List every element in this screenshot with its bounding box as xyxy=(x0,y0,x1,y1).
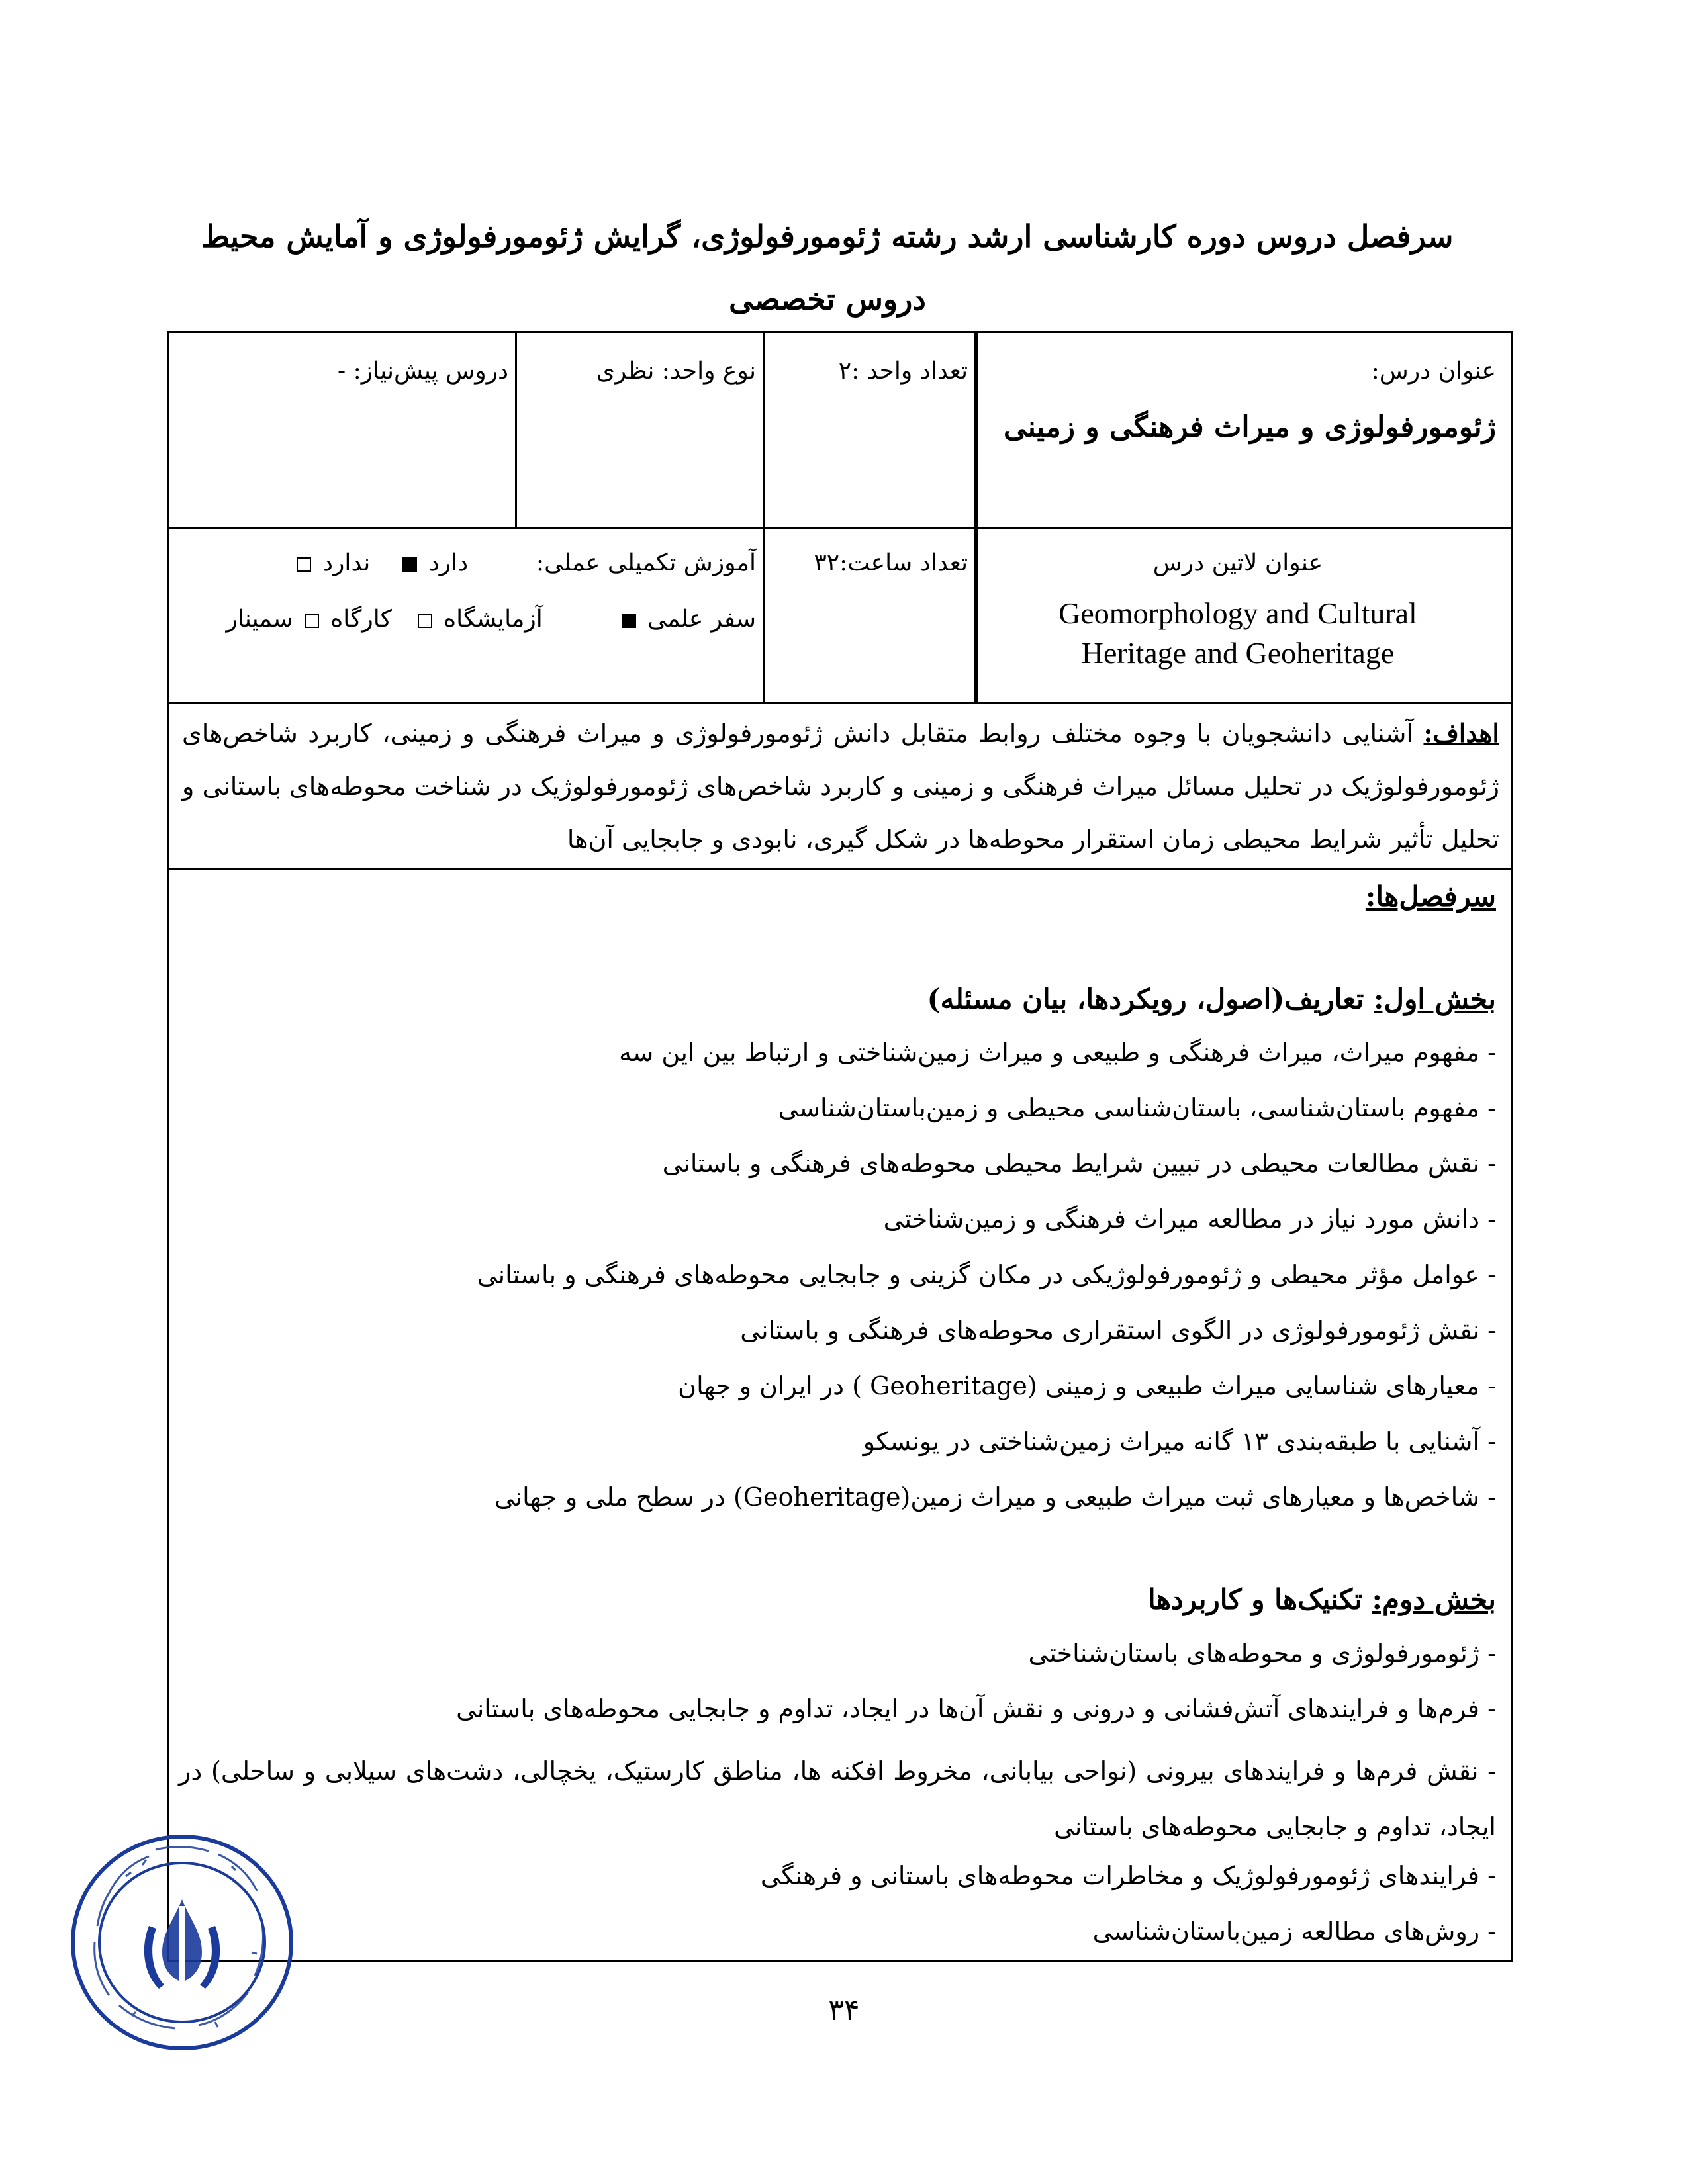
page-number: ۳۴ xyxy=(828,1993,860,2027)
row-divider-1 xyxy=(167,527,1513,529)
part1-title: تعاریف(اصول، رویکردها، بیان مسئله) xyxy=(927,983,1364,1015)
lab-label: آزمایشگاه xyxy=(444,606,543,633)
practical-types-row xyxy=(226,606,756,633)
part2-item: - نقش فرم‌ها و فرایندهای بیرونی (نواحی بیابانی، مخروط افکنه ها، مناطق کارستیک، یخچالی، دشت‌های سیلابی و ساحلی) در ایجاد، تداوم و جابجایی محوطه‌های باستانی xyxy=(179,1756,1496,1841)
prerequisites: دروس پیش‌نیاز: - xyxy=(338,357,508,385)
part1-item: - معیارهای شناسایی میراث طبیعی و زمینی (Geoheritage ) در ایران و جهان xyxy=(678,1371,1496,1400)
part2-heading xyxy=(1148,1583,1496,1615)
part1-label: بخش اول: xyxy=(1374,983,1496,1015)
course-title: ژئومورفولوژی و میراث فرهنگی و زمینی xyxy=(1003,410,1496,444)
latin-title-label: عنوان لاتین درس xyxy=(1152,549,1323,576)
syllabus-label: سرفصل‌ها: xyxy=(1365,880,1496,913)
field-trip-label: سفر علمی xyxy=(647,606,756,633)
column-divider-main xyxy=(974,331,978,702)
column-divider-2 xyxy=(763,331,765,702)
seminar-label: سمینار xyxy=(226,606,293,633)
part1-item: - عوامل مؤثر محیطی و ژئومورفولوژیکی در مکان گزینی و جابجایی محوطه‌های فرهنگی و باستانی xyxy=(477,1260,1496,1289)
part1-item: - نقش ژئومورفولوژی در الگوی استقراری محوطه‌های فرهنگی و باستانی xyxy=(740,1316,1496,1345)
row-divider-2 xyxy=(167,702,1513,704)
part2-title: تکنیک‌ها و کاربردها xyxy=(1148,1583,1362,1615)
part1-item: - آشنایی با طبقه‌بندی ۱۳ گانه میراث زمین‌شناختی در یونسکو xyxy=(863,1427,1496,1456)
lab-checkbox[interactable] xyxy=(418,614,432,628)
practical-training-row xyxy=(293,549,756,576)
part1-item: - نقش مطالعات محیطی در تبیین شرایط محیطی محوطه‌های فرهنگی و باستانی xyxy=(662,1149,1496,1178)
part1-heading xyxy=(927,983,1496,1015)
document-title: سرفصل دروس دوره کارشناسی ارشد رشته ژئومورفولوژی، گرایش ژئومورفولوژی و آمایش محیط xyxy=(201,218,1454,254)
workshop-checkbox[interactable] xyxy=(305,614,319,628)
hour-count: تعداد ساعت:۳۲ xyxy=(814,549,968,576)
part2-item: - ژئومورفولوژی و محوطه‌های باستان‌شناختی xyxy=(1028,1639,1496,1668)
latin-title-line-2: Heritage and Geoheritage xyxy=(1081,636,1395,670)
unit-type: نوع واحد: نظری xyxy=(596,357,756,385)
part1-item: - دانش مورد نیاز در مطالعه میراث فرهنگی و زمین‌شناختی xyxy=(883,1205,1496,1234)
has-label: دارد xyxy=(428,549,469,576)
part2-item: - روش‌های مطالعه زمین‌باستان‌شناسی xyxy=(1092,1917,1496,1946)
part1-item: - مفهوم میراث، میراث فرهنگی و طبیعی و میراث زمین‌شناختی و ارتباط بین این سه xyxy=(619,1038,1496,1067)
part1-item: - شاخص‌ها و معیارهای ثبت میراث طبیعی و میراث زمین(Geoheritage) در سطح ملی و جهانی xyxy=(494,1482,1496,1512)
part1-item: - مفهوم باستان‌شناسی، باستان‌شناسی محیطی و زمین‌باستان‌شناسی xyxy=(778,1093,1496,1122)
has-checkbox[interactable] xyxy=(402,557,417,572)
unit-count: تعداد واحد :۲ xyxy=(838,357,968,385)
has-not-checkbox[interactable] xyxy=(297,557,311,572)
objectives-text: آشنایی دانشجویان با وجوه مختلف روابط متقابل دانش ژئومورفولوژی و میراث فرهنگی و زمینی، کاربرد شاخص‌های ژئومورفولوژیک در تحلیل مسائل میراث فرهنگی و زمینی و کاربرد شاخص‌های ژئومورفولوژیک در شناخت محوطه‌های باستانی و تحلیل تأثیر شرایط محیطی زمان استقرار محوطه‌ها در شکل گیری، نابودی و جابجایی آن‌ها xyxy=(182,719,1499,854)
part2-item: - فرم‌ها و فرایندهای آتش‌فشانی و درونی و نقش آن‌ها در ایجاد، تداوم و جابجایی محوطه‌های باستانی xyxy=(456,1694,1496,1723)
objectives-paragraph xyxy=(182,707,1499,866)
field-trip-checkbox[interactable] xyxy=(622,614,636,628)
objectives-label: اهداف: xyxy=(1423,718,1499,748)
practical-training-label: آموزش تکمیلی عملی: xyxy=(536,549,756,576)
part2-label: بخش دوم: xyxy=(1372,1583,1496,1615)
latin-title-line-1: Geomorphology and Cultural xyxy=(1058,596,1417,630)
course-title-label: عنوان درس: xyxy=(1371,357,1496,385)
has-not-label: ندارد xyxy=(322,549,371,576)
workshop-label: کارگاه xyxy=(330,606,392,633)
syllabus-heading xyxy=(1366,880,1496,913)
ministry-stamp xyxy=(63,1820,301,2058)
row-divider-3 xyxy=(167,868,1513,870)
part2-item: - فرایندهای ژئومورفولوژیک و مخاطرات محوطه‌های باستانی و فرهنگی xyxy=(760,1861,1496,1890)
document-subtitle: دروس تخصصی xyxy=(729,281,926,317)
column-divider-3 xyxy=(515,331,517,527)
